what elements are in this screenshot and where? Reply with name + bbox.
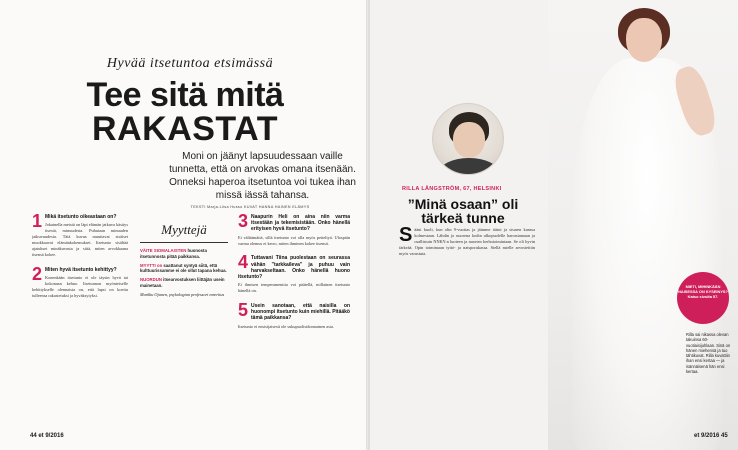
- sidebar-box: [140, 242, 228, 298]
- myths-sidebar: [140, 222, 228, 298]
- quote-title: ”Minä osaan” oli tärkeä tunne: [407, 196, 519, 226]
- question-number: 5: [238, 303, 249, 321]
- question: Usein sanotaan, että naisilla on huonompi itsetunto kuin miehillä. Pitääkö tämä paikkansa?: [251, 303, 350, 322]
- subject-portrait: [432, 103, 504, 175]
- kicker: Hyvää itsetuntoa etsimässä: [106, 56, 274, 71]
- photo-caption: Rilla sai nikassa olevan takuinsa 60-vuotiaisijuhlaan. Sinä on hänen miehensä ja tuo tähtikuvat. Rilla kuvattiin ihan ensi kertaa — ja isännäisenä hän ensi kertaa.: [686, 332, 731, 375]
- question-number: 1: [32, 214, 43, 231]
- drop-cap: S: [399, 224, 413, 246]
- headline-line-2: RAKASTAT: [92, 110, 278, 148]
- answer: Konenkään itsetunto ei ole täysin hyvä tai kokonaan kehno. Itsetunnon myönteiselle kehittykselle olennaista on, että lapsi on koettu tulleensa rakastetuksi ja hyväksytyksi.: [32, 274, 128, 298]
- qa-block-3: [238, 214, 350, 249]
- question-number: 4: [238, 255, 249, 273]
- answer: Ei välttämättä, sillä itsetunto voi olla myös peiteltyä. Ulospäin varma olemus ei kerro, miten ihminen kokee itsensä.: [238, 234, 350, 246]
- subject-name: RILLA LÄNGSTRÖM, 67, HELSINKI: [402, 186, 502, 192]
- sidebar-item-label: NUORDUN: [140, 277, 162, 283]
- qa-block-5: [238, 303, 350, 333]
- lead-paragraph: Moni on jäänyt lapsuudessaan vaille tunnetta, että on arvokas omana itsenään. Onneksi haperoa itsetuntoa voi tukea ihan missä iässä tahansa.: [169, 151, 356, 201]
- sidebar-title: Myyttejä: [161, 222, 207, 237]
- question-number: 3: [238, 214, 249, 231]
- pink-info-badge: MIETI, MIHINKÄÄN NAISESSA ON KYSEINYS? Katso sivulta 57.: [677, 272, 729, 324]
- sidebar-item-text: saattanut syntyä siitä, että kulttuurissamme ei ole ollut tapana kehua.: [140, 262, 227, 274]
- sidebar-item: [140, 277, 228, 289]
- headline-line-1: Tee sitä mitä: [86, 76, 284, 114]
- portrait-shoulders: [439, 158, 499, 175]
- question: Naapurin Heli on aina niin varma itsestään ja tekemisistään. Onko hänellä erityisen hyvä itsetunto?: [251, 214, 350, 233]
- qa-block-4: [238, 255, 350, 297]
- right-column-1: [399, 224, 535, 257]
- left-page: [0, 0, 368, 450]
- answer: Itsetunto ei ensisijaisesti ole sukupuolisidonnainen asia.: [238, 323, 334, 329]
- photo-face-shape: [626, 18, 662, 62]
- question-number: 2: [32, 266, 43, 284]
- sidebar-item-label: MYYTTI on: [140, 262, 163, 268]
- answer: Ei ihmisen temperamenttia voi päätellä, millainen itsetunto hänellä on.: [238, 282, 350, 294]
- qa-block-1: [32, 214, 128, 261]
- column-1: [32, 214, 128, 307]
- sidebar-source: Markku Ojanen, psykologian professori emeritus: [140, 291, 225, 297]
- question: Mikä itsetunto oikeastaan on?: [45, 214, 117, 220]
- column-3: [238, 214, 350, 339]
- answer: Jokainella meistä on läpi elämän jatkuva käsitys itsestä, minuudesta. Puhutaan minuuden jatkuvuudesta. Tätä kuvaa muuttavat sisäiset muokkaavat elämänkokemukset. Itsetunto sisältää ajatukset minäkuvasta ja siitä, miten arvokkaana itsensä kokee.: [32, 222, 128, 257]
- sidebar-item-text: itsearvostuksen liittäjän usein mainetaan.: [140, 277, 225, 288]
- sidebar-item: [140, 248, 228, 260]
- right-body-text: ääni kuoli, kun olin 9-vuotias ja jäimme äitini ja sisaren kanssa kolmestaan. Lähdin jo nuorena kodin ulkopuolelle harrastamaan ja osallistuin NNKY:n luoteen ja nuorten kerhotoimintaan. Se oli hyvin tärkeää. Opin toimimaan tyttö- ja naisporukassa. Siellä mielle arvostettiin myös varustuta.: [399, 227, 535, 256]
- page-folio-right: et 9/2016 45: [694, 433, 728, 439]
- byline: TEKSTI Marja-Liisa Husso KUVAT HANNA HAINEN ELÄMYS: [190, 205, 310, 209]
- question: Miten hyvä itsetunto kehittyy?: [45, 266, 117, 273]
- portrait-face: [453, 122, 485, 158]
- page-folio-left: 44 et 9/2016: [30, 433, 64, 439]
- question: Tuttavani Tiina puolestaan on seurassa vähän ”tarkkaileva” ja puhuu vain harvakseltaan. Onko hänellä huono itsetunto?: [238, 255, 350, 281]
- sidebar-item-text: huonosta itsetunnosta pitää paikkansa.: [140, 248, 207, 259]
- headline: [40, 78, 330, 146]
- sidebar-item-label: VÄITE SIOMALAISTEN: [140, 248, 187, 253]
- qa-block-2: [32, 267, 128, 302]
- sidebar-item: [140, 263, 228, 275]
